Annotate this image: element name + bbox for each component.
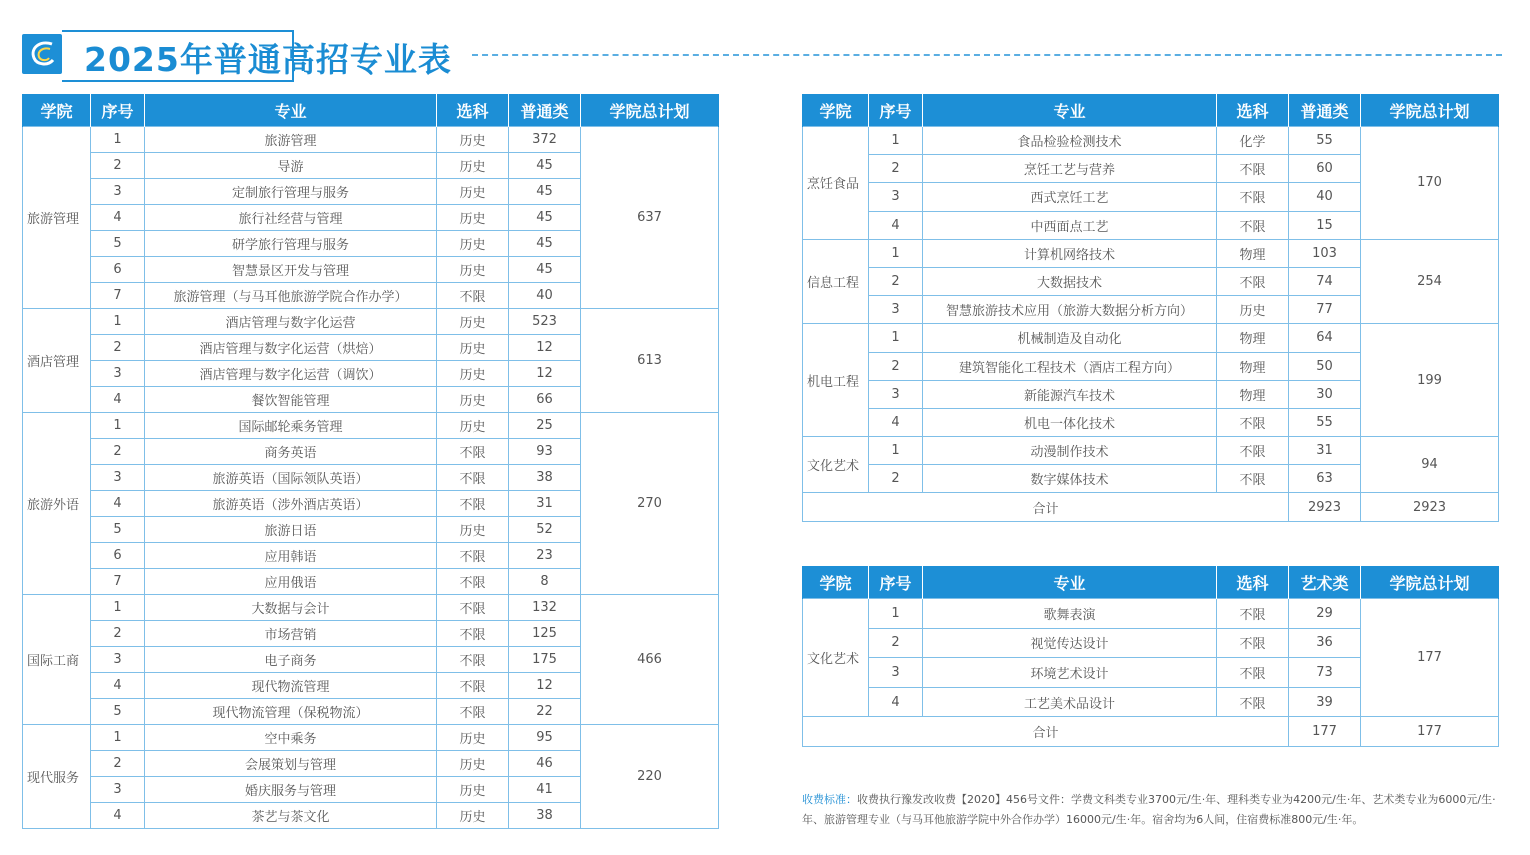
subject-cell: 不限 [437,283,509,309]
subject-cell: 不限 [1217,267,1289,295]
major-cell: 研学旅行管理与服务 [145,231,437,257]
major-cell: 机械制造及自动化 [923,324,1217,352]
table-header-row [803,566,1499,599]
table-row [23,413,719,439]
major-cell: 西式烹饪工艺 [923,183,1217,211]
quota-cell: 125 [509,621,581,647]
subject-cell: 历史 [437,335,509,361]
left-enrollment-table [22,94,719,829]
quota-cell: 55 [1289,127,1361,155]
seq-cell: 4 [869,211,923,239]
college-cell: 信息工程 [803,239,869,324]
subject-cell: 不限 [1217,155,1289,183]
seq-cell: 1 [91,725,145,751]
quota-cell: 41 [509,777,581,803]
quota-cell: 8 [509,569,581,595]
seq-cell: 2 [869,352,923,380]
fee-label: 收费标准： [802,793,857,806]
major-cell: 旅游管理 [145,127,437,153]
major-cell: 建筑智能化工程技术（酒店工程方向） [923,352,1217,380]
quota-cell: 63 [1289,465,1361,493]
total-label-cell: 合计 [803,493,1289,521]
column-header: 序号 [869,94,923,127]
major-cell: 视觉传达设计 [923,628,1217,658]
major-cell: 会展策划与管理 [145,751,437,777]
major-cell: 酒店管理与数字化运营 [145,309,437,335]
major-cell: 食品检验检测技术 [923,127,1217,155]
table-row [23,725,719,751]
quota-cell: 50 [1289,352,1361,380]
seq-cell: 4 [91,491,145,517]
column-header: 学院 [23,94,91,127]
table-row [23,127,719,153]
seq-cell: 1 [869,239,923,267]
college-total-cell: 613 [581,309,719,413]
seq-cell: 3 [91,361,145,387]
quota-cell: 45 [509,257,581,283]
seq-cell: 3 [869,658,923,688]
college-cell: 国际工商 [23,595,91,725]
major-cell: 智慧景区开发与管理 [145,257,437,283]
seq-cell: 4 [91,387,145,413]
subject-cell: 不限 [1217,211,1289,239]
major-cell: 新能源汽车技术 [923,380,1217,408]
major-cell: 电子商务 [145,647,437,673]
total-sum-cell: 177 [1289,717,1361,747]
page-title: 2025年普通高招专业表 [84,40,452,79]
seq-cell: 2 [91,751,145,777]
seq-cell: 3 [91,465,145,491]
seq-cell: 2 [869,465,923,493]
seq-cell: 1 [869,437,923,465]
subject-cell: 历史 [437,777,509,803]
major-cell: 国际邮轮乘务管理 [145,413,437,439]
quota-cell: 30 [1289,380,1361,408]
seq-cell: 5 [91,517,145,543]
table-row [803,599,1499,629]
quota-cell: 45 [509,231,581,257]
subject-cell: 不限 [1217,437,1289,465]
subject-cell: 不限 [437,647,509,673]
quota-cell: 29 [1289,599,1361,629]
major-cell: 智慧旅游技术应用（旅游大数据分析方向） [923,296,1217,324]
quota-cell: 15 [1289,211,1361,239]
seq-cell: 2 [869,628,923,658]
major-cell: 旅游日语 [145,517,437,543]
column-header: 专业 [923,94,1217,127]
quota-cell: 22 [509,699,581,725]
right-bottom-art-table [802,566,1499,747]
seq-cell: 3 [91,179,145,205]
major-cell: 中西面点工艺 [923,211,1217,239]
subject-cell: 不限 [437,543,509,569]
seq-cell: 7 [91,283,145,309]
quota-cell: 12 [509,361,581,387]
college-total-cell: 94 [1361,437,1499,493]
subject-cell: 不限 [437,465,509,491]
quota-cell: 46 [509,751,581,777]
seq-cell: 3 [869,183,923,211]
seq-cell: 1 [869,324,923,352]
quota-cell: 95 [509,725,581,751]
subject-cell: 物理 [1217,380,1289,408]
subject-cell: 历史 [437,517,509,543]
subject-cell: 不限 [437,569,509,595]
table-row [803,437,1499,465]
major-cell: 酒店管理与数字化运营（烘焙） [145,335,437,361]
seq-cell: 2 [91,439,145,465]
right-top-enrollment-table [802,94,1499,522]
grand-total-cell: 177 [1361,717,1499,747]
quota-cell: 45 [509,205,581,231]
column-header: 学院总计划 [1361,94,1499,127]
quota-cell: 23 [509,543,581,569]
column-header: 学院总计划 [1361,566,1499,599]
major-cell: 大数据技术 [923,267,1217,295]
major-cell: 旅游英语（涉外酒店英语） [145,491,437,517]
subject-cell: 不限 [1217,465,1289,493]
major-cell: 旅行社经营与管理 [145,205,437,231]
grand-total-cell: 2923 [1361,493,1499,521]
major-cell: 机电一体化技术 [923,408,1217,436]
table-row [23,309,719,335]
subject-cell: 物理 [1217,324,1289,352]
quota-cell: 64 [1289,324,1361,352]
college-cell: 酒店管理 [23,309,91,413]
subject-cell: 不限 [1217,687,1289,717]
table-header-row [803,94,1499,127]
major-cell: 应用俄语 [145,569,437,595]
quota-cell: 38 [509,465,581,491]
seq-cell: 1 [91,309,145,335]
subject-cell: 历史 [437,153,509,179]
subject-cell: 历史 [437,179,509,205]
quota-cell: 60 [1289,155,1361,183]
seq-cell: 4 [91,673,145,699]
college-cell: 现代服务 [23,725,91,829]
quota-cell: 55 [1289,408,1361,436]
subject-cell: 历史 [437,309,509,335]
column-header: 选科 [1217,94,1289,127]
page-header [22,30,1502,82]
major-cell: 工艺美术品设计 [923,687,1217,717]
major-cell: 商务英语 [145,439,437,465]
subject-cell: 历史 [437,413,509,439]
column-header: 普通类 [509,94,581,127]
college-total-cell: 254 [1361,239,1499,324]
subject-cell: 不限 [437,699,509,725]
seq-cell: 2 [91,153,145,179]
swirl-logo-icon [22,34,62,74]
quota-cell: 66 [509,387,581,413]
seq-cell: 1 [91,413,145,439]
seq-cell: 1 [91,595,145,621]
college-total-cell: 177 [1361,599,1499,717]
subject-cell: 历史 [437,751,509,777]
quota-cell: 40 [509,283,581,309]
seq-cell: 4 [869,408,923,436]
quota-cell: 175 [509,647,581,673]
major-cell: 市场营销 [145,621,437,647]
major-cell: 空中乘务 [145,725,437,751]
major-cell: 旅游英语（国际领队英语） [145,465,437,491]
subject-cell: 不限 [437,439,509,465]
quota-cell: 74 [1289,267,1361,295]
subject-cell: 历史 [437,361,509,387]
column-header: 序号 [869,566,923,599]
subject-cell: 不限 [1217,408,1289,436]
college-cell: 旅游管理 [23,127,91,309]
quota-cell: 38 [509,803,581,829]
seq-cell: 1 [869,599,923,629]
subject-cell: 不限 [1217,628,1289,658]
subject-cell: 历史 [437,387,509,413]
seq-cell: 4 [91,803,145,829]
college-total-cell: 270 [581,413,719,595]
quota-cell: 12 [509,673,581,699]
table-header-row [23,94,719,127]
major-cell: 大数据与会计 [145,595,437,621]
fee-text: 收费执行豫发改收费【2020】456号文件：学费文科类专业3700元/生·年、理科类专业为4200元/生·年、艺术类专业为6000元/生·年、旅游管理专业（与马耳他旅游学院中外合作办学）16000元/生·年。宿舍均为6人间，住宿费标准800元/生·年。 [802,793,1496,826]
column-header: 学院总计划 [581,94,719,127]
subject-cell: 化学 [1217,127,1289,155]
table-row [803,239,1499,267]
quota-cell: 40 [1289,183,1361,211]
quota-cell: 132 [509,595,581,621]
quota-cell: 103 [1289,239,1361,267]
college-total-cell: 466 [581,595,719,725]
subject-cell: 物理 [1217,239,1289,267]
subject-cell: 历史 [437,205,509,231]
column-header: 学院 [803,94,869,127]
seq-cell: 3 [91,647,145,673]
column-header: 艺术类 [1289,566,1361,599]
seq-cell: 2 [869,155,923,183]
college-total-cell: 220 [581,725,719,829]
quota-cell: 523 [509,309,581,335]
seq-cell: 6 [91,257,145,283]
subject-cell: 不限 [437,621,509,647]
total-row [803,717,1499,747]
quota-cell: 372 [509,127,581,153]
column-header: 普通类 [1289,94,1361,127]
subject-cell: 历史 [437,231,509,257]
column-header: 选科 [437,94,509,127]
table-row [803,324,1499,352]
quota-cell: 12 [509,335,581,361]
college-total-cell: 637 [581,127,719,309]
subject-cell: 不限 [437,491,509,517]
major-cell: 歌舞表演 [923,599,1217,629]
seq-cell: 3 [91,777,145,803]
quota-cell: 93 [509,439,581,465]
seq-cell: 2 [91,621,145,647]
subject-cell: 不限 [1217,658,1289,688]
seq-cell: 7 [91,569,145,595]
major-cell: 环境艺术设计 [923,658,1217,688]
seq-cell: 2 [91,335,145,361]
major-cell: 现代物流管理 [145,673,437,699]
college-cell: 旅游外语 [23,413,91,595]
subject-cell: 不限 [1217,599,1289,629]
subject-cell: 历史 [1217,296,1289,324]
college-cell: 文化艺术 [803,599,869,717]
seq-cell: 1 [869,127,923,155]
quota-cell: 25 [509,413,581,439]
column-header: 专业 [145,94,437,127]
subject-cell: 物理 [1217,352,1289,380]
quota-cell: 31 [1289,437,1361,465]
seq-cell: 4 [869,687,923,717]
column-header: 序号 [91,94,145,127]
quota-cell: 77 [1289,296,1361,324]
major-cell: 计算机网络技术 [923,239,1217,267]
major-cell: 餐饮智能管理 [145,387,437,413]
seq-cell: 4 [91,205,145,231]
major-cell: 应用韩语 [145,543,437,569]
major-cell: 动漫制作技术 [923,437,1217,465]
major-cell: 烹饪工艺与营养 [923,155,1217,183]
subject-cell: 不限 [1217,183,1289,211]
subject-cell: 不限 [437,595,509,621]
major-cell: 数字媒体技术 [923,465,1217,493]
total-label-cell: 合计 [803,717,1289,747]
major-cell: 酒店管理与数字化运营（调饮） [145,361,437,387]
seq-cell: 3 [869,296,923,324]
header-divider [472,54,1502,56]
major-cell: 茶艺与茶文化 [145,803,437,829]
quota-cell: 52 [509,517,581,543]
quota-cell: 31 [509,491,581,517]
major-cell: 现代物流管理（保税物流） [145,699,437,725]
seq-cell: 1 [91,127,145,153]
table-row [23,595,719,621]
quota-cell: 73 [1289,658,1361,688]
college-total-cell: 170 [1361,127,1499,240]
quota-cell: 39 [1289,687,1361,717]
column-header: 学院 [803,566,869,599]
total-sum-cell: 2923 [1289,493,1361,521]
seq-cell: 6 [91,543,145,569]
major-cell: 婚庆服务与管理 [145,777,437,803]
major-cell: 导游 [145,153,437,179]
major-cell: 定制旅行管理与服务 [145,179,437,205]
college-cell: 烹饪食品 [803,127,869,240]
subject-cell: 历史 [437,257,509,283]
subject-cell: 历史 [437,127,509,153]
seq-cell: 3 [869,380,923,408]
college-cell: 文化艺术 [803,437,869,493]
table-row [803,127,1499,155]
quota-cell: 36 [1289,628,1361,658]
column-header: 专业 [923,566,1217,599]
college-total-cell: 199 [1361,324,1499,437]
college-cell: 机电工程 [803,324,869,437]
subject-cell: 历史 [437,803,509,829]
seq-cell: 5 [91,699,145,725]
fee-standard-note [802,790,1502,830]
major-cell: 旅游管理（与马耳他旅游学院合作办学） [145,283,437,309]
total-row [803,493,1499,521]
quota-cell: 45 [509,153,581,179]
subject-cell: 不限 [437,673,509,699]
seq-cell: 5 [91,231,145,257]
subject-cell: 历史 [437,725,509,751]
seq-cell: 2 [869,267,923,295]
column-header: 选科 [1217,566,1289,599]
quota-cell: 45 [509,179,581,205]
